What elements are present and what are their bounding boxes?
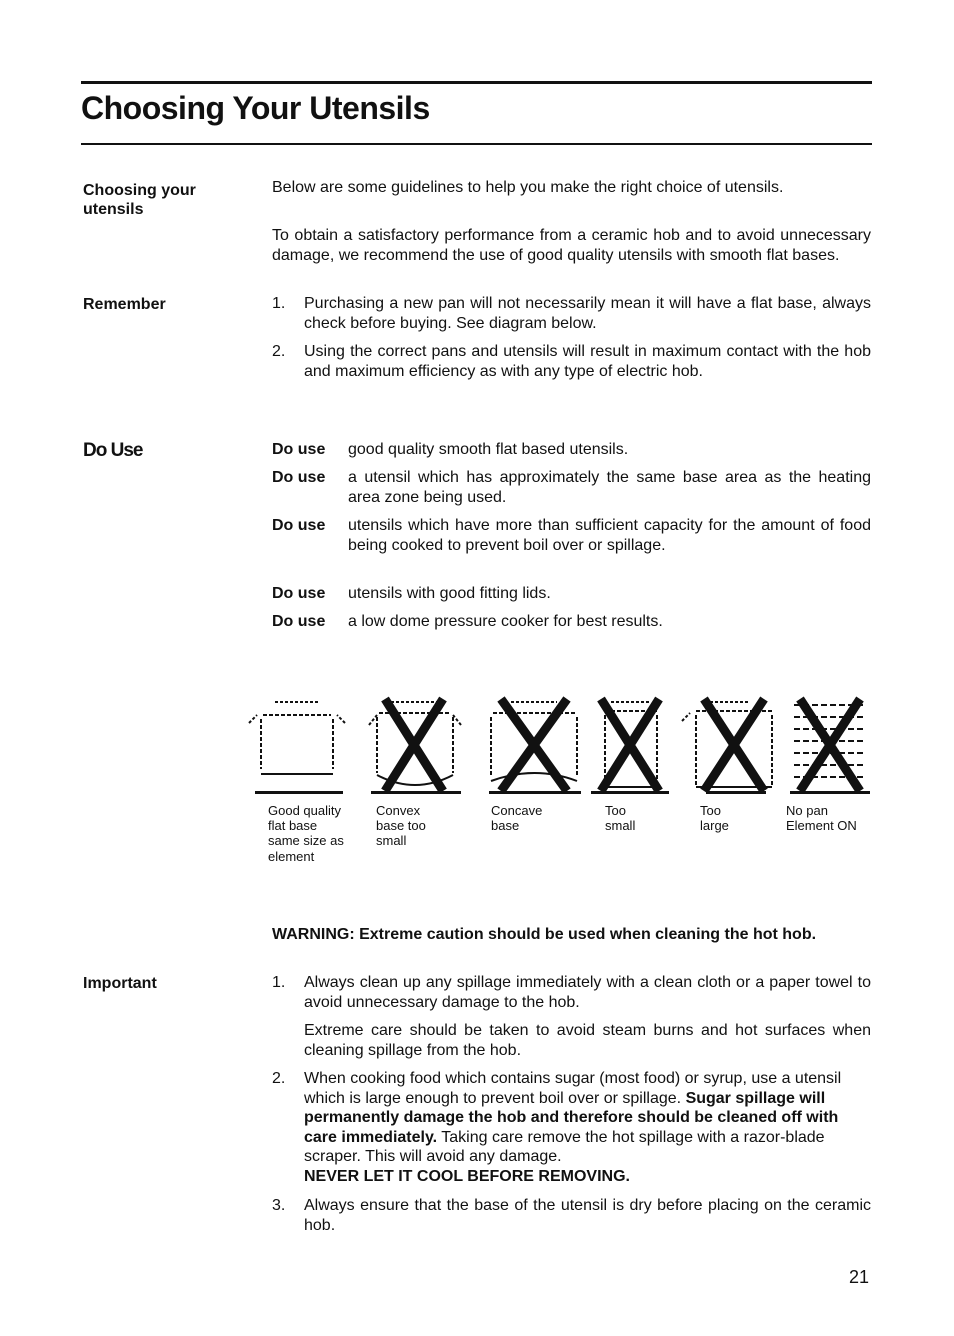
section-label-remember: Remember: [83, 296, 166, 313]
do-use-label: Do use: [272, 613, 326, 630]
sugar-text-scraper: Taking care remove the hot spillage with a razor-blade scraper. This will avoid any damage.: [304, 1128, 825, 1165]
do-use-text: utensils with good fitting lids.: [348, 585, 551, 602]
never-let-cool-text: NEVER LET IT COOL BEFORE REMOVING.: [304, 1167, 630, 1185]
important-item-text: Always clean up any spillage immediately with a clean cloth or a paper towel to avoid unnecessary damage to the hob.: [304, 974, 871, 1011]
do-use-label: Do use: [272, 517, 326, 534]
pan-too-large-icon: [680, 695, 780, 795]
important-item-number: 1.: [272, 974, 286, 991]
diagram-caption: No pan Element ON: [786, 803, 857, 834]
do-use-text: utensils which have more than sufficient capacity for the amount of food being cooked to prevent boil over or spillage.: [348, 517, 871, 554]
important-item-number: 3.: [272, 1197, 286, 1214]
pan-good-quality-icon: [247, 695, 347, 795]
do-use-label: Do use: [272, 441, 326, 458]
diagram-caption: Concave base: [491, 803, 543, 834]
important-item-extra: Extreme care should be taken to avoid steam burns and hot surfaces when cleaning spillage from the hob.: [304, 1022, 871, 1059]
remember-item-number: 1.: [272, 295, 286, 312]
diagram-caption: Too large: [700, 803, 729, 834]
remember-item-text: Using the correct pans and utensils will result in maximum contact with the hob and maximum efficiency as with any type of electric hob.: [304, 343, 871, 380]
warning-text: WARNING: Extreme caution should be used when cleaning the hot hob.: [272, 926, 817, 943]
do-use-text: a low dome pressure cooker for best results.: [348, 613, 663, 630]
pan-too-small-icon: [591, 695, 671, 795]
intro-paragraph: Below are some guidelines to help you make the right choice of utensils.: [272, 179, 784, 196]
recommendation-paragraph: To obtain a satisfactory performance from a ceramic hob and to avoid unnecessary damage, we recommend the use of good quality utensils with smooth flat bases.: [272, 227, 871, 264]
do-use-text: good quality smooth flat based utensils.: [348, 441, 629, 458]
important-item-text: [304, 1069, 871, 1186]
important-item-text: Always ensure that the base of the utensil is dry before placing on the ceramic hob.: [304, 1197, 871, 1234]
section-label-important: Important: [83, 975, 157, 992]
diagram-caption: Good quality flat base same size as element: [268, 803, 344, 864]
remember-item-text: Purchasing a new pan will not necessarily mean it will have a flat base, always check before buying. See diagram below.: [304, 295, 871, 332]
page-number: 21: [849, 1267, 870, 1287]
do-use-label: Do use: [272, 585, 326, 602]
important-item-number: 2.: [272, 1070, 286, 1087]
title-underline: [81, 143, 872, 145]
pan-convex-base-icon: [367, 695, 467, 795]
diagram-caption: Too small: [605, 803, 636, 834]
top-rule: [81, 81, 872, 84]
section-label-do-use: Do Use: [83, 440, 143, 461]
sugar-text-intro: When cooking food which contains sugar (most food) or syrup, use a utensil which is large enough to prevent boil over or spillage.: [304, 1070, 842, 1107]
do-use-label: Do use: [272, 469, 326, 486]
no-pan-element-on-icon: [788, 695, 872, 795]
do-use-text: a utensil which has approximately the same base area as the heating area zone being used.: [348, 469, 871, 506]
page-title: Choosing Your Utensils: [81, 90, 430, 126]
sugar-warning-bold: Sugar spillage will permanently damage the hob and therefore should be cleaned off with care immediately.: [304, 1089, 839, 1146]
diagram-caption: Convex base too small: [376, 803, 426, 849]
section-label-choosing: Choosing your utensils: [83, 182, 196, 218]
pan-concave-base-icon: [487, 695, 587, 795]
remember-item-number: 2.: [272, 343, 286, 360]
